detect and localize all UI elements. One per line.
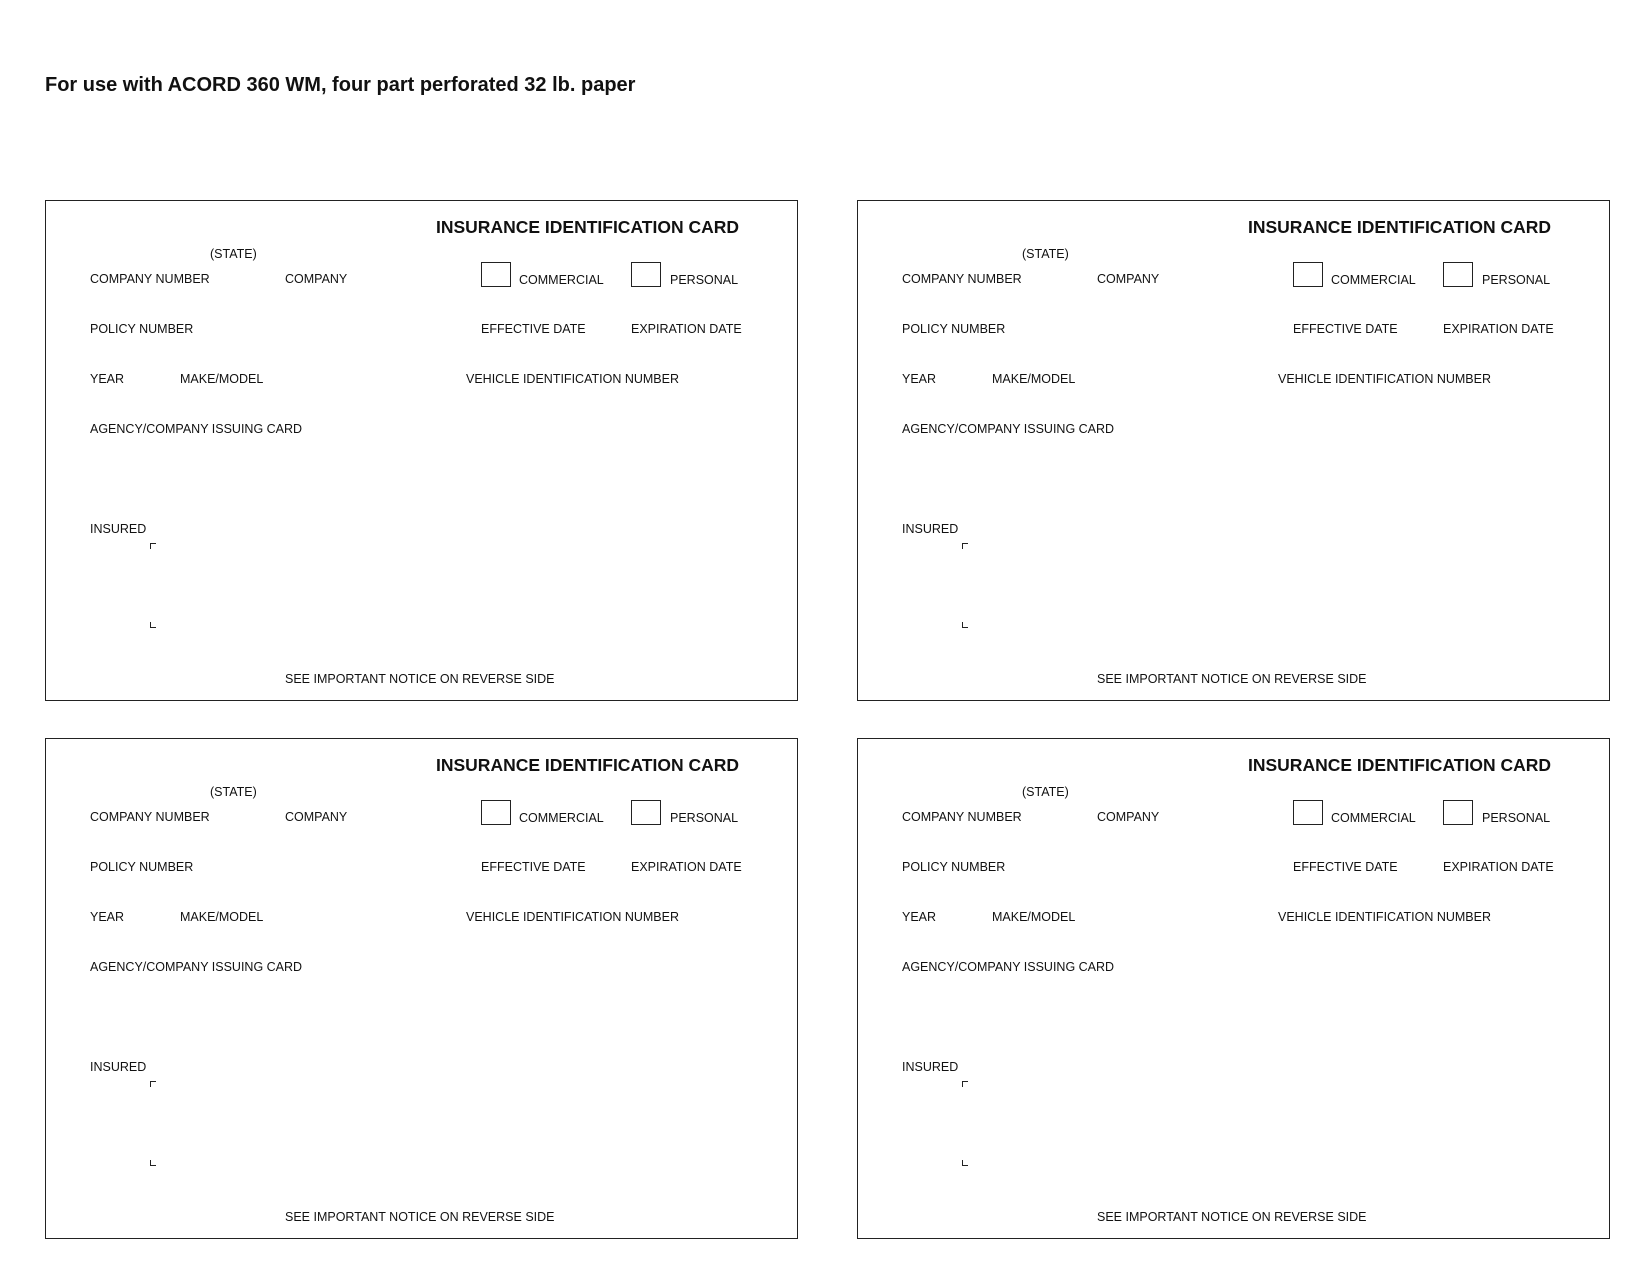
year-label: YEAR [902,372,937,386]
personal-checkbox[interactable] [631,262,661,287]
year-label: YEAR [90,372,125,386]
address-corner-bottom-mark [150,622,156,628]
commercial-checkbox[interactable] [481,262,511,287]
insurance-card [45,200,798,701]
insured-label: INSURED [902,1060,959,1074]
state-label: (STATE) [210,247,257,261]
address-corner-bottom-mark [150,1160,156,1166]
commercial-label: COMMERCIAL [1331,811,1416,825]
reverse-notice-label: SEE IMPORTANT NOTICE ON REVERSE SIDE [1097,1210,1367,1224]
agency-label: AGENCY/COMPANY ISSUING CARD [90,422,303,436]
company-label: COMPANY [1097,810,1160,824]
effective-date-label: EFFECTIVE DATE [481,860,586,874]
address-corner-bottom-mark [962,622,968,628]
reverse-notice-label: SEE IMPORTANT NOTICE ON REVERSE SIDE [1097,672,1367,686]
effective-date-label: EFFECTIVE DATE [1293,322,1398,336]
address-corner-top-mark [962,543,968,549]
page-heading: For use with ACORD 360 WM, four part perforated 32 lb. paper [45,74,636,96]
agency-label: AGENCY/COMPANY ISSUING CARD [902,960,1115,974]
expiration-date-label: EXPIRATION DATE [631,322,742,336]
policy-number-label: POLICY NUMBER [902,322,1006,336]
address-corner-top-mark [150,543,156,549]
effective-date-label: EFFECTIVE DATE [481,322,586,336]
commercial-checkbox[interactable] [481,800,511,825]
personal-label: PERSONAL [1482,273,1551,287]
address-corner-top-mark [962,1081,968,1087]
expiration-date-label: EXPIRATION DATE [1443,860,1554,874]
vin-label: VEHICLE IDENTIFICATION NUMBER [1278,372,1491,386]
reverse-notice-label: SEE IMPORTANT NOTICE ON REVERSE SIDE [285,1210,555,1224]
personal-label: PERSONAL [1482,811,1551,825]
make-model-label: MAKE/MODEL [992,372,1076,386]
agency-label: AGENCY/COMPANY ISSUING CARD [90,960,303,974]
state-label: (STATE) [1022,247,1069,261]
insurance-card [45,738,798,1239]
commercial-label: COMMERCIAL [519,811,604,825]
make-model-label: MAKE/MODEL [992,910,1076,924]
card-title: INSURANCE IDENTIFICATION CARD [1248,755,1552,775]
state-label: (STATE) [210,785,257,799]
address-corner-top-mark [150,1081,156,1087]
personal-label: PERSONAL [670,273,739,287]
address-corner-bottom-mark [962,1160,968,1166]
company-number-label: COMPANY NUMBER [902,272,1022,286]
insurance-card [857,200,1610,701]
company-number-label: COMPANY NUMBER [90,810,210,824]
vin-label: VEHICLE IDENTIFICATION NUMBER [1278,910,1491,924]
card-title: INSURANCE IDENTIFICATION CARD [436,755,740,775]
insurance-card [857,738,1610,1239]
company-number-label: COMPANY NUMBER [902,810,1022,824]
company-label: COMPANY [285,272,348,286]
commercial-checkbox[interactable] [1293,262,1323,287]
personal-label: PERSONAL [670,811,739,825]
insured-label: INSURED [90,522,147,536]
commercial-label: COMMERCIAL [1331,273,1416,287]
effective-date-label: EFFECTIVE DATE [1293,860,1398,874]
policy-number-label: POLICY NUMBER [902,860,1006,874]
state-label: (STATE) [1022,785,1069,799]
year-label: YEAR [90,910,125,924]
vin-label: VEHICLE IDENTIFICATION NUMBER [466,372,679,386]
company-label: COMPANY [1097,272,1160,286]
policy-number-label: POLICY NUMBER [90,322,194,336]
commercial-label: COMMERCIAL [519,273,604,287]
personal-checkbox[interactable] [1443,800,1473,825]
company-number-label: COMPANY NUMBER [90,272,210,286]
make-model-label: MAKE/MODEL [180,910,264,924]
company-label: COMPANY [285,810,348,824]
personal-checkbox[interactable] [1443,262,1473,287]
card-title: INSURANCE IDENTIFICATION CARD [436,217,740,237]
insured-label: INSURED [902,522,959,536]
personal-checkbox[interactable] [631,800,661,825]
reverse-notice-label: SEE IMPORTANT NOTICE ON REVERSE SIDE [285,672,555,686]
insured-label: INSURED [90,1060,147,1074]
agency-label: AGENCY/COMPANY ISSUING CARD [902,422,1115,436]
make-model-label: MAKE/MODEL [180,372,264,386]
policy-number-label: POLICY NUMBER [90,860,194,874]
expiration-date-label: EXPIRATION DATE [1443,322,1554,336]
card-title: INSURANCE IDENTIFICATION CARD [1248,217,1552,237]
year-label: YEAR [902,910,937,924]
expiration-date-label: EXPIRATION DATE [631,860,742,874]
commercial-checkbox[interactable] [1293,800,1323,825]
vin-label: VEHICLE IDENTIFICATION NUMBER [466,910,679,924]
